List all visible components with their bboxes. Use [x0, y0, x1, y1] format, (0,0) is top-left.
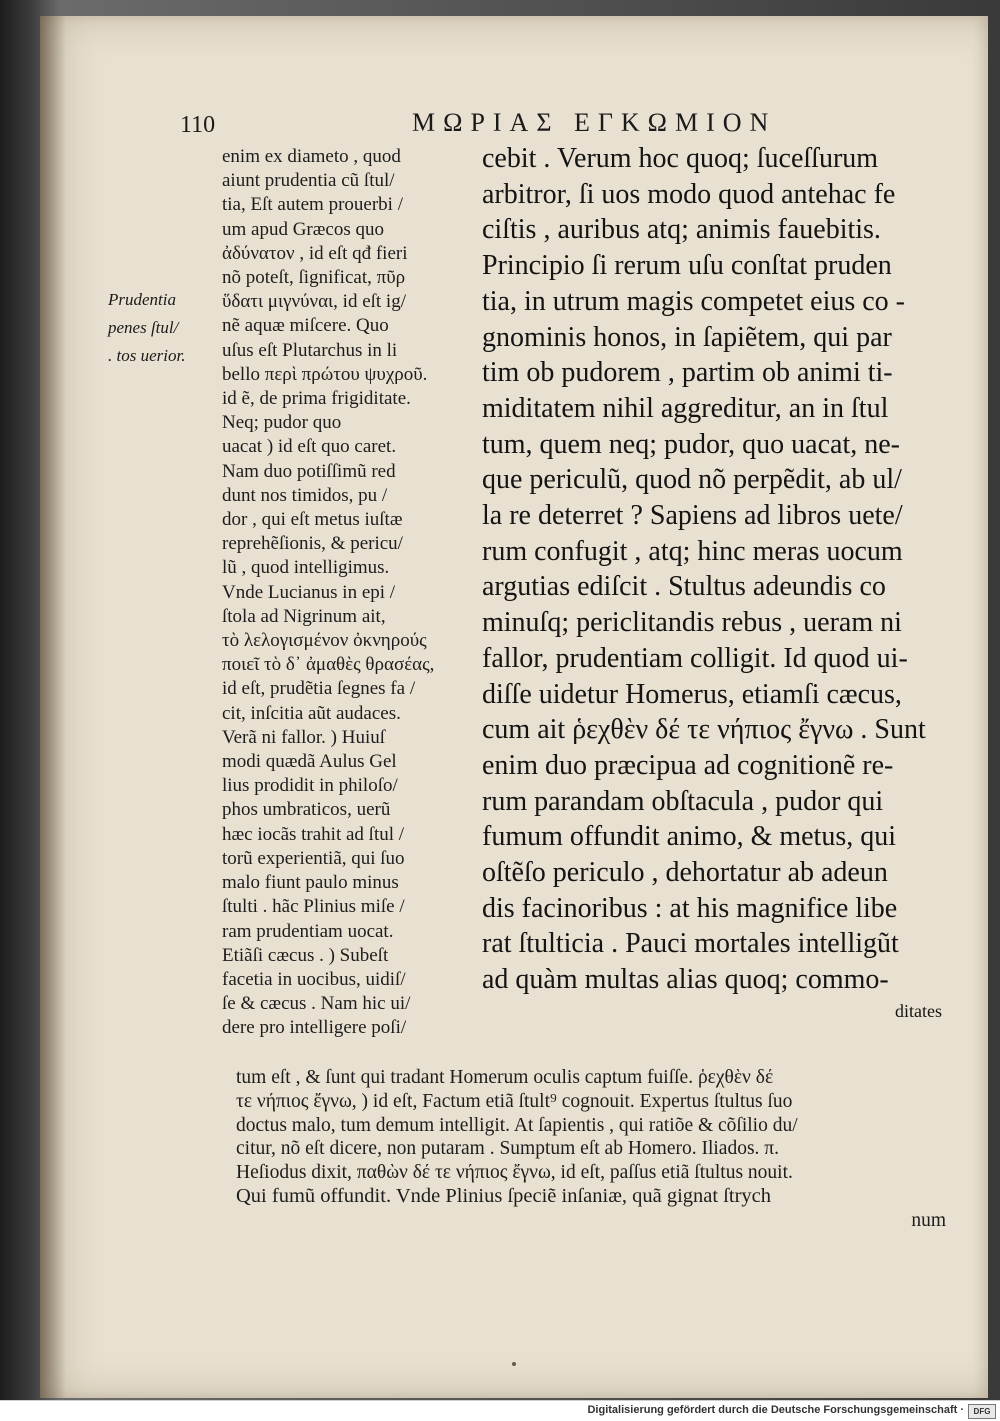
running-head — [0, 100, 1000, 140]
main-text-line: minuſq; periclitandis rebus , ueram ni — [482, 607, 902, 639]
commentary-line: nẽ aquæ miſcere. Quo — [222, 315, 389, 337]
footer-credit: Digitalisierung gefördert durch die Deutsche Forschungsgemeinschaft · — [587, 1404, 964, 1416]
commentary-line: lũ , quod intelligimus. — [222, 557, 390, 579]
page-gutter-shadow — [40, 16, 66, 1398]
commentary-line: ſtola ad Nigrinum ait, — [222, 605, 386, 627]
main-text-line: argutias ediſcit . Stultus adeundis co — [482, 571, 886, 603]
digitization-footer — [0, 1400, 1000, 1421]
ink-spot — [512, 1362, 516, 1366]
marginal-note — [108, 286, 204, 370]
commentary-line: hæc iocãs trahit ad ſtul / — [222, 823, 405, 845]
commentary-line: ποιεῖ τὸ δ᾽ ἀμαθὲς θρασέας, — [222, 654, 435, 676]
bottom-commentary-line: τε νήπιος ἔγνω, ) id eſt, Factum etiã ſtult⁹ cognouit. Expertus ſtultus ſuo — [236, 1090, 793, 1112]
commentary-line: Nam duo potiſſimũ red — [222, 460, 396, 482]
main-text-line: oſtẽſo periculo , dehortatur ab adeun — [482, 857, 888, 889]
page-number: 110 — [180, 112, 216, 138]
commentary-line: Neq; pudor quo — [222, 412, 342, 434]
running-title: ΜΩΡΙΑΣ ΕΓΚΩΜΙΟΝ — [412, 108, 777, 137]
main-text-line: fallor, prudentiam colligit. Id quod ui- — [482, 642, 908, 674]
commentary-line: ſe & cæcus . Nam hic ui/ — [222, 993, 411, 1015]
main-text-line: ciſtis , auribus atq; animis fauebitis. — [482, 214, 881, 246]
commentary-line: torũ experientiã, qui ſuo — [222, 847, 405, 869]
commentary-column — [222, 145, 478, 1041]
main-text-line: rat ſtulticia . Pauci mortales intelligũt — [482, 928, 899, 960]
commentary-line: cit, inſcitia aũt audaces. — [222, 702, 401, 724]
commentary-line: um apud Græcos quo — [222, 218, 385, 240]
commentary-line: aiunt prudentia cũ ſtul/ — [222, 170, 395, 192]
commentary-line: dor , qui eſt metus iuſtæ — [222, 509, 403, 531]
main-text-line: miditatem nihil aggreditur, an in ſtul — [482, 392, 889, 424]
bottom-commentary-line: tum eſt , & ſunt qui tradant Homerum oculis captum fuiſſe. ῥεχθὲν δέ — [236, 1067, 774, 1088]
marginal-note-line: . tos uerior. — [108, 346, 186, 365]
commentary-line: malo fiunt paulo minus — [222, 872, 399, 894]
commentary-line: bello περὶ πρώτου ψυχροῦ. — [222, 363, 428, 385]
main-text-line: dis facinoribus : at his magnifice libe — [482, 892, 898, 924]
main-text-line: gnominis honos, in ſapiẽtem, qui par — [482, 321, 892, 353]
main-text-line: arbitror, ſi uos modo quod antehac fe — [482, 178, 896, 210]
commentary-line: ὕδατι μιγνύναι, id eſt ig/ — [222, 291, 406, 313]
commentary-line: ram prudentiam uocat. — [222, 920, 394, 942]
bottom-commentary-line: Qui fumũ offundit. Vnde Plinius ſpeciẽ inſaniæ, quã gignat ſtrych — [236, 1184, 772, 1207]
commentary-line: facetia in uocibus, uidiſ/ — [222, 968, 406, 990]
commentary-line: phos umbraticos, uerũ — [222, 799, 391, 821]
main-text-line: tim ob pudorem , partim ob animi ti- — [482, 357, 893, 389]
bottom-commentary — [236, 1066, 946, 1233]
commentary-line: ἀδύνατον , id eſt qđ fieri — [222, 242, 408, 264]
main-text-line: Principio ſi rerum uſu conſtat pruden — [482, 250, 892, 282]
commentary-line: enim ex diameto , quod — [222, 146, 401, 167]
commentary-line: Verã ni fallor. ) Huiuſ — [222, 726, 386, 748]
dfg-logo-icon: DFG — [968, 1404, 996, 1419]
commentary-line: Vnde Lucianus in epi / — [222, 581, 396, 603]
main-text-line: ad quàm multas alias quoq; commo- — [482, 964, 889, 996]
main-text-line: rum confugit , atq; hinc meras uocum — [482, 535, 903, 567]
main-text-line: diſſe uidetur Homerus, etiamſi cæcus, — [482, 678, 902, 710]
main-text-line: fumum offundit animo, & metus, qui — [482, 821, 897, 853]
main-text-line: que periculũ, quod nõ perpẽdit, ab ul/ — [482, 464, 902, 496]
commentary-line: tia, Eſt autem prouerbi / — [222, 194, 403, 216]
main-text-line: cum ait ῥεχθὲν δέ τε νήπιος ἔγνω . Sunt — [482, 714, 926, 746]
bottom-catchword: num — [911, 1209, 946, 1231]
bottom-commentary-line: doctus malo, tum demum intelligit. At ſapientis , qui ratiõe & cõſilio du/ — [236, 1114, 798, 1136]
main-text-line: la re deterret ? Sapiens ad libros uete/ — [482, 500, 903, 532]
commentary-line: id ẽ, de prima frigiditate. — [222, 388, 411, 410]
commentary-line: dunt nos timidos, pu / — [222, 484, 388, 506]
commentary-line: dere pro intelligere poſi/ — [222, 1017, 407, 1039]
commentary-line: modi quædã Aulus Gel — [222, 751, 397, 773]
commentary-line: Etiãſi cæcus . ) Subeſt — [222, 944, 389, 966]
commentary-line: lius prodidit in philoſo/ — [222, 775, 398, 797]
main-text-line: tum, quem neq; pudor, quo uacat, ne- — [482, 428, 900, 460]
commentary-line: τὸ λελογισμένον ὀκνηρούς — [222, 630, 427, 652]
main-text-line: rum parandam obſtacula , pudor qui — [482, 785, 884, 817]
bottom-commentary-line: Heſiodus dixit, παθὼν δέ τε νήπιος ἔγνω, id eſt, paſſus etiã ſtultus nouit. — [236, 1162, 793, 1184]
marginal-note-line: penes ſtul/ — [108, 318, 179, 337]
main-text-line: tia, in utrum magis competet eius co - — [482, 285, 906, 317]
commentary-line: nõ poteſt, ſignificat, πῦρ — [222, 267, 406, 289]
main-text-column — [482, 141, 942, 1024]
commentary-line: uacat ) id eſt quo caret. — [222, 436, 397, 458]
commentary-line: ſtulti . hãc Plinius miſe / — [222, 896, 405, 918]
commentary-line: id eſt, prudẽtia ſegnes fa / — [222, 678, 416, 700]
catchword: ditates — [895, 1000, 942, 1021]
commentary-line: reprehẽſionis, & pericu/ — [222, 533, 403, 555]
commentary-line: uſus eſt Plutarchus in li — [222, 339, 398, 361]
marginal-note-line: Prudentia — [108, 290, 176, 309]
main-text-line: cebit . Verum hoc quoq; ſuceſſurum — [482, 143, 879, 174]
main-text-line: enim duo præcipua ad cognitionẽ re- — [482, 749, 894, 781]
bottom-commentary-line: citur, nõ eſt dicere, non putaram . Sumptum eſt ab Homero. Iliados. π. — [236, 1138, 780, 1160]
